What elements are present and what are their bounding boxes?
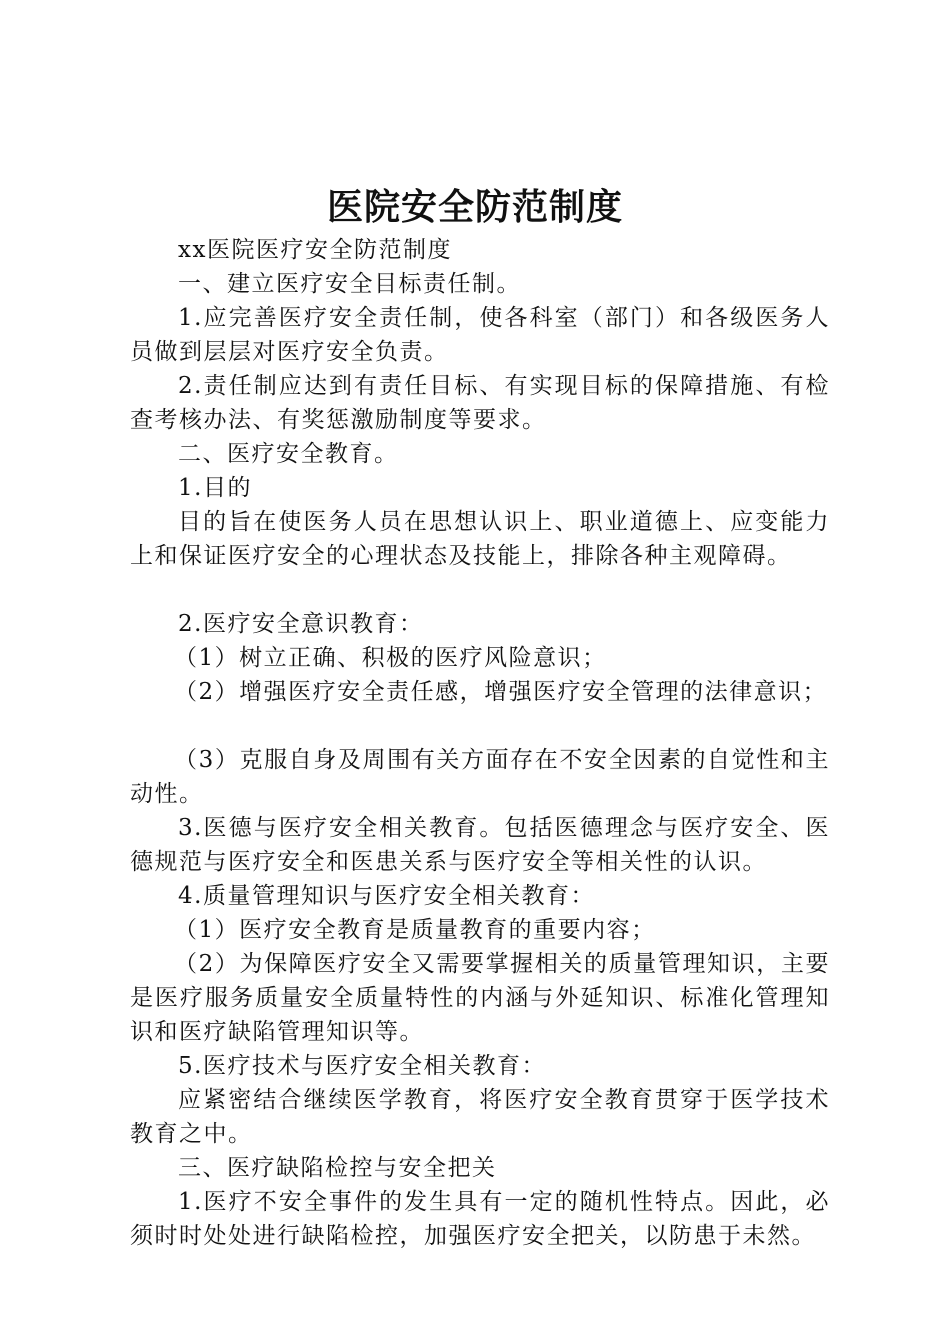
paragraph-2-4-item-1: （1）医疗安全教育是质量教育的重要内容；	[174, 917, 656, 943]
paragraph-section-2: 二、医疗安全教育。	[178, 441, 399, 467]
blank-line	[130, 709, 830, 743]
document-body	[130, 233, 830, 1253]
paragraph-2-3: 3.医德与医疗安全相关教育。包括医德理念与医疗安全、医德规范与医疗安全和医患关系与医疗安全等相关性的认识。	[130, 815, 830, 875]
paragraph-heading: xx医院医疗安全防范制度	[178, 237, 452, 263]
paragraph-1-1: 1.应完善医疗安全责任制，使各科室（部门）和各级医务人员做到层层对医疗安全负责。	[130, 305, 830, 365]
paragraph-2-1-text: 目的旨在使医务人员在思想认识上、职业道德上、应变能力上和保证医疗安全的心理状态及技能上，排除各种主观障碍。	[130, 509, 830, 569]
document-title: 医院安全防范制度	[326, 187, 623, 228]
paragraph-2-5-text: 应紧密结合继续医学教育，将医疗安全教育贯穿于医学技术教育之中。	[130, 1087, 830, 1147]
paragraph-2-4-item-2: （2）为保障医疗安全又需要掌握相关的质量管理知识，主要是医疗服务质量安全质量特性的内涵与外延知识、标准化管理知识和医疗缺陷管理知识等。	[130, 951, 830, 1045]
paragraph-section-3: 三、医疗缺陷检控与安全把关	[178, 1155, 497, 1181]
paragraph-2-2-item-2: （2）增强医疗安全责任感，增强医疗安全管理的法律意识；	[174, 679, 828, 705]
paragraph-2-2-item-3: （3）克服自身及周围有关方面存在不安全因素的自觉性和主动性。	[130, 747, 830, 807]
paragraph-2-2: 2.医疗安全意识教育：	[178, 611, 424, 637]
paragraph-3-1: 1.医疗不安全事件的发生具有一定的随机性特点。因此，必须时时处处进行缺陷检控，加强医疗安全把关，以防患于未然。	[130, 1189, 830, 1249]
paragraph-2-5: 5.医疗技术与医疗安全相关教育：	[178, 1053, 546, 1079]
paragraph-2-4: 4.质量管理知识与医疗安全相关教育：	[178, 883, 595, 909]
paragraph-section-1: 一、建立医疗安全目标责任制。	[178, 271, 521, 297]
blank-line	[130, 573, 830, 607]
paragraph-2-1: 1.目的	[178, 475, 252, 501]
paragraph-2-2-item-1: （1）树立正确、积极的医疗风险意识；	[174, 645, 607, 671]
paragraph-1-2: 2.责任制应达到有责任目标、有实现目标的保障措施、有检查考核办法、有奖惩激励制度等要求。	[130, 373, 830, 433]
